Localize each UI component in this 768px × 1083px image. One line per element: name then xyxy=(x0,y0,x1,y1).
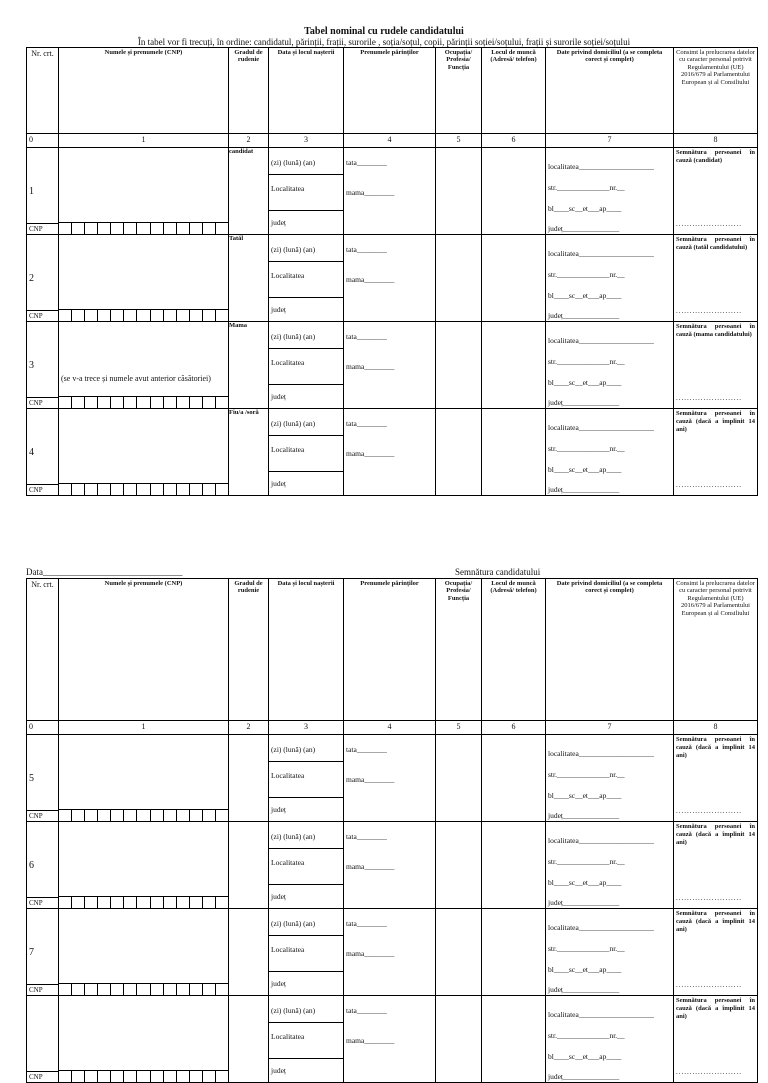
address-county-field[interactable]: județ_______________ xyxy=(548,224,620,233)
cnp-digit-box[interactable] xyxy=(136,397,149,408)
address-block-field[interactable]: bl____sc__et___ap____ xyxy=(548,291,622,300)
address-county-field[interactable]: județ_______________ xyxy=(548,985,620,994)
signature-instruction: Semnătura persoanei în cauză (dacă a împlinit 14 ani) xyxy=(676,823,755,846)
header-consent: Consimt la prelucrarea datelor cu caracter personal potrivit Regulamentului (UE) 2016/679 al Parlamentului European și al Consiliului xyxy=(674,48,758,134)
col-number: 4 xyxy=(344,721,436,735)
cnp-digit-box[interactable] xyxy=(163,984,176,995)
relationship-degree: Tatăl xyxy=(229,235,244,242)
row-number: 2 xyxy=(29,273,34,284)
workplace-field[interactable] xyxy=(482,235,546,322)
cnp-input[interactable] xyxy=(59,396,228,408)
address-street-field[interactable]: str.______________nr.__ xyxy=(548,944,625,953)
address-block-field[interactable]: bl____sc__et___ap____ xyxy=(548,965,622,974)
address-locality-field[interactable]: localitatea____________________ xyxy=(548,1010,654,1019)
cnp-digit-box[interactable] xyxy=(202,810,215,821)
occupation-field[interactable] xyxy=(436,996,482,1083)
cnp-digit-box[interactable] xyxy=(189,397,202,408)
cnp-digit-box[interactable] xyxy=(97,484,110,495)
cnp-input[interactable] xyxy=(59,222,228,234)
address-block-field[interactable]: bl____sc__et___ap____ xyxy=(548,878,622,887)
cnp-digit-box[interactable] xyxy=(84,397,97,408)
header-address: Date privind domiciliul (a se completa corect și complet) xyxy=(546,579,674,721)
occupation-field[interactable] xyxy=(436,235,482,322)
mother-name-field[interactable]: mama________ xyxy=(346,188,395,197)
row-number: 1 xyxy=(29,186,34,197)
address-county-field[interactable]: județ_______________ xyxy=(548,1072,620,1081)
workplace-field[interactable] xyxy=(482,735,546,822)
mother-name-field[interactable]: mama________ xyxy=(346,362,395,371)
cnp-digit-box[interactable] xyxy=(123,310,136,321)
col-number: 0 xyxy=(27,721,59,735)
signature-line[interactable]: ........................ xyxy=(676,481,742,489)
cnp-digit-box[interactable] xyxy=(176,984,189,995)
date-field[interactable]: Data_______________________________ xyxy=(26,567,183,577)
cnp-digit-box[interactable] xyxy=(163,897,176,908)
cnp-input[interactable] xyxy=(59,896,228,908)
birth-county-label: județ xyxy=(271,805,286,814)
cnp-digit-box[interactable] xyxy=(84,1071,97,1082)
birth-date-field[interactable]: (zi) (lună) (an) xyxy=(271,245,316,254)
address-county-field[interactable]: județ_______________ xyxy=(548,398,620,407)
cnp-digit-box[interactable] xyxy=(59,897,71,908)
birth-date-field[interactable]: (zi) (lună) (an) xyxy=(271,158,316,167)
col-number: 6 xyxy=(482,134,546,148)
cnp-digit-box[interactable] xyxy=(84,310,97,321)
cnp-digit-box[interactable] xyxy=(176,310,189,321)
birth-place-label: Localitatea xyxy=(271,271,305,280)
cnp-digit-box[interactable] xyxy=(84,810,97,821)
signature-instruction: Semnătura persoanei în cauză (candidat) xyxy=(676,149,755,164)
cnp-label: CNP xyxy=(27,897,59,908)
cnp-digit-box[interactable] xyxy=(123,484,136,495)
workplace-field[interactable] xyxy=(482,822,546,909)
cnp-digit-box[interactable] xyxy=(123,897,136,908)
col-number: 8 xyxy=(674,134,758,148)
address-street-field[interactable]: str.______________nr.__ xyxy=(548,444,625,453)
cnp-input[interactable] xyxy=(59,809,228,821)
cnp-digit-box[interactable] xyxy=(136,310,149,321)
cnp-digit-box[interactable] xyxy=(123,810,136,821)
signature-line[interactable]: ........................ xyxy=(676,981,742,989)
signature-line[interactable]: ........................ xyxy=(676,807,742,815)
birth-date-field[interactable]: (zi) (lună) (an) xyxy=(271,745,316,754)
address-street-field[interactable]: str.______________nr.__ xyxy=(548,857,625,866)
address-locality-field[interactable]: localitatea____________________ xyxy=(548,749,654,758)
header-parents: Prenumele părinților xyxy=(344,48,436,134)
person-row xyxy=(27,322,758,409)
cnp-digit-box[interactable] xyxy=(71,1071,84,1082)
relationship-degree: Mama xyxy=(229,322,248,329)
occupation-field[interactable] xyxy=(436,409,482,496)
occupation-field[interactable] xyxy=(436,735,482,822)
cnp-digit-box[interactable] xyxy=(136,484,149,495)
cnp-digit-box[interactable] xyxy=(189,897,202,908)
father-name-field[interactable]: tata________ xyxy=(346,332,387,341)
header-birth: Data și locul nașterii xyxy=(269,579,344,721)
father-name-field[interactable]: tata________ xyxy=(346,745,387,754)
cnp-digit-box[interactable] xyxy=(110,310,123,321)
col-number: 5 xyxy=(436,721,482,735)
col-number: 2 xyxy=(229,134,269,148)
col-number: 1 xyxy=(59,134,229,148)
candidate-signature-label: Semnătura candidatului xyxy=(455,567,541,577)
col-number: 4 xyxy=(344,134,436,148)
cnp-digit-box[interactable] xyxy=(110,484,123,495)
cnp-label: CNP xyxy=(27,810,59,821)
birth-place-label: Localitatea xyxy=(271,184,305,193)
birth-place-label: Localitatea xyxy=(271,445,305,454)
cnp-digit-box[interactable] xyxy=(59,984,71,995)
workplace-field[interactable] xyxy=(482,322,546,409)
cnp-digit-box[interactable] xyxy=(136,1071,149,1082)
cnp-input[interactable] xyxy=(59,309,228,321)
cnp-digit-box[interactable] xyxy=(123,397,136,408)
relatives-table-2 xyxy=(26,578,758,1083)
mother-name-field[interactable]: mama________ xyxy=(346,775,395,784)
header-nr: Nr. crt. xyxy=(27,48,59,134)
relationship-degree: Fiu/a /soră xyxy=(229,409,259,416)
address-locality-field[interactable]: localitatea____________________ xyxy=(548,423,654,432)
row-number: 6 xyxy=(29,860,34,871)
cnp-digit-box[interactable] xyxy=(71,484,84,495)
col-number: 6 xyxy=(482,721,546,735)
cnp-digit-box[interactable] xyxy=(71,310,84,321)
cnp-digit-box[interactable] xyxy=(202,484,215,495)
cnp-digit-box[interactable] xyxy=(110,397,123,408)
father-name-field[interactable]: tata________ xyxy=(346,1006,387,1015)
workplace-field[interactable] xyxy=(482,909,546,996)
cnp-digit-box[interactable] xyxy=(123,1071,136,1082)
header-consent: Consimt la prelucrarea datelor cu caracter personal potrivit Regulamentului (UE) 2016/679 al Parlamentului European și al Consiliului xyxy=(674,579,758,721)
col-number: 3 xyxy=(269,721,344,735)
address-county-field[interactable]: județ_______________ xyxy=(548,485,620,494)
cnp-digit-box[interactable] xyxy=(150,1071,163,1082)
cnp-digit-box[interactable] xyxy=(189,984,202,995)
signature-instruction: Semnătura persoanei în cauză (dacă a împlinit 14 ani) xyxy=(676,410,755,433)
signature-line[interactable]: ........................ xyxy=(676,220,742,228)
birth-place-label: Localitatea xyxy=(271,858,305,867)
person-row xyxy=(27,235,758,322)
address-block-field[interactable]: bl____sc__et___ap____ xyxy=(548,1052,622,1061)
header-occupation: Ocupația/ Profesia/ Funcția xyxy=(436,48,482,134)
cnp-digit-box[interactable] xyxy=(59,397,71,408)
cnp-digit-box[interactable] xyxy=(59,310,71,321)
cnp-digit-box[interactable] xyxy=(150,897,163,908)
col-number: 5 xyxy=(436,134,482,148)
col-number: 2 xyxy=(229,721,269,735)
cnp-digit-box[interactable] xyxy=(215,223,228,234)
signature-line[interactable]: ........................ xyxy=(676,894,742,902)
cnp-digit-box[interactable] xyxy=(97,223,110,234)
cnp-digit-box[interactable] xyxy=(84,484,97,495)
signature-instruction: Semnătura persoanei în cauză (tatăl candidatului) xyxy=(676,236,755,251)
cnp-digit-box[interactable] xyxy=(71,810,84,821)
cnp-digit-box[interactable] xyxy=(176,810,189,821)
cnp-digit-box[interactable] xyxy=(215,397,228,408)
address-locality-field[interactable]: localitatea____________________ xyxy=(548,923,654,932)
cnp-input[interactable] xyxy=(59,983,228,995)
cnp-digit-box[interactable] xyxy=(136,897,149,908)
cnp-label: CNP xyxy=(27,223,59,234)
address-block-field[interactable]: bl____sc__et___ap____ xyxy=(548,204,622,213)
cnp-digit-box[interactable] xyxy=(97,810,110,821)
birth-date-field[interactable]: (zi) (lună) (an) xyxy=(271,419,316,428)
cnp-digit-box[interactable] xyxy=(71,897,84,908)
occupation-field[interactable] xyxy=(436,909,482,996)
cnp-digit-box[interactable] xyxy=(97,984,110,995)
birth-place-label: Localitatea xyxy=(271,945,305,954)
header-degree: Gradul de rudenie xyxy=(229,579,269,721)
address-street-field[interactable]: str.______________nr.__ xyxy=(548,770,625,779)
col-number: 0 xyxy=(27,134,59,148)
col-number: 3 xyxy=(269,134,344,148)
header-name: Numele și prenumele (CNP) xyxy=(59,579,229,721)
row-number: 5 xyxy=(29,773,34,784)
cnp-digit-box[interactable] xyxy=(97,1071,110,1082)
cnp-digit-box[interactable] xyxy=(189,1071,202,1082)
row-number: 7 xyxy=(29,947,34,958)
cnp-digit-box[interactable] xyxy=(150,984,163,995)
person-row xyxy=(27,409,758,496)
cnp-digit-box[interactable] xyxy=(123,223,136,234)
cnp-digit-box[interactable] xyxy=(163,810,176,821)
cnp-digit-box[interactable] xyxy=(110,223,123,234)
cnp-digit-box[interactable] xyxy=(150,223,163,234)
cnp-digit-box[interactable] xyxy=(163,310,176,321)
header-address: Date privind domiciliul (a se completa corect și complet) xyxy=(546,48,674,134)
signature-instruction: Semnătura persoanei în cauză (dacă a împlinit 14 ani) xyxy=(676,910,755,933)
cnp-digit-box[interactable] xyxy=(163,223,176,234)
signature-line[interactable]: ........................ xyxy=(676,394,742,402)
document-title: Tabel nominal cu rudele candidatului xyxy=(304,26,464,37)
father-name-field[interactable]: tata________ xyxy=(346,919,387,928)
address-locality-field[interactable]: localitatea____________________ xyxy=(548,336,654,345)
address-street-field[interactable]: str.______________nr.__ xyxy=(548,183,625,192)
occupation-field[interactable] xyxy=(436,322,482,409)
cnp-digit-box[interactable] xyxy=(59,223,71,234)
cnp-input[interactable] xyxy=(59,1070,228,1082)
birth-county-label: județ xyxy=(271,392,286,401)
document-subtitle: În tabel vor fi trecuți, în ordine: candidatul, părinții, frații, surorile , soția/soțul, copii, părinții soției/soțului, frații și surorile soției/soțului xyxy=(137,37,631,47)
cnp-digit-box[interactable] xyxy=(163,397,176,408)
workplace-field[interactable] xyxy=(482,996,546,1083)
person-row xyxy=(27,148,758,235)
cnp-digit-box[interactable] xyxy=(163,1071,176,1082)
col-number: 1 xyxy=(59,721,229,735)
address-county-field[interactable]: județ_______________ xyxy=(548,811,620,820)
occupation-field[interactable] xyxy=(436,822,482,909)
cnp-digit-box[interactable] xyxy=(202,984,215,995)
occupation-field[interactable] xyxy=(436,148,482,235)
address-street-field[interactable]: str.______________nr.__ xyxy=(548,1031,625,1040)
birth-county-label: județ xyxy=(271,479,286,488)
address-block-field[interactable]: bl____sc__et___ap____ xyxy=(548,791,622,800)
cnp-digit-box[interactable] xyxy=(176,1071,189,1082)
address-street-field[interactable]: str.______________nr.__ xyxy=(548,357,625,366)
cnp-digit-box[interactable] xyxy=(202,310,215,321)
mother-name-field[interactable]: mama________ xyxy=(346,862,395,871)
mother-name-field[interactable]: mama________ xyxy=(346,949,395,958)
cnp-digit-box[interactable] xyxy=(136,984,149,995)
birth-date-field[interactable]: (zi) (lună) (an) xyxy=(271,832,316,841)
cnp-digit-box[interactable] xyxy=(189,810,202,821)
cnp-digit-box[interactable] xyxy=(215,484,228,495)
cnp-digit-box[interactable] xyxy=(176,897,189,908)
cnp-digit-box[interactable] xyxy=(97,897,110,908)
address-locality-field[interactable]: localitatea____________________ xyxy=(548,162,654,171)
relatives-table-1 xyxy=(26,47,758,496)
birth-place-label: Localitatea xyxy=(271,358,305,367)
birth-date-field[interactable]: (zi) (lună) (an) xyxy=(271,1006,316,1015)
cnp-digit-box[interactable] xyxy=(71,397,84,408)
cnp-digit-box[interactable] xyxy=(59,1071,71,1082)
cnp-digit-box[interactable] xyxy=(97,397,110,408)
cnp-digit-box[interactable] xyxy=(215,897,228,908)
signature-line[interactable]: ........................ xyxy=(676,307,742,315)
signature-instruction: Semnătura persoanei în cauză (mama candidatului) xyxy=(676,323,755,338)
cnp-digit-box[interactable] xyxy=(110,1071,123,1082)
cnp-digit-box[interactable] xyxy=(215,310,228,321)
header-occupation: Ocupația/ Profesia/ Funcția xyxy=(436,579,482,721)
cnp-digit-box[interactable] xyxy=(59,484,71,495)
birth-county-label: județ xyxy=(271,979,286,988)
address-county-field[interactable]: județ_______________ xyxy=(548,311,620,320)
workplace-field[interactable] xyxy=(482,409,546,496)
cnp-digit-box[interactable] xyxy=(110,897,123,908)
address-block-field[interactable]: bl____sc__et___ap____ xyxy=(548,465,622,474)
workplace-field[interactable] xyxy=(482,148,546,235)
birth-county-label: județ xyxy=(271,892,286,901)
cnp-digit-box[interactable] xyxy=(150,810,163,821)
row-number: 4 xyxy=(29,447,34,458)
cnp-digit-box[interactable] xyxy=(189,310,202,321)
birth-county-label: județ xyxy=(271,1066,286,1075)
father-name-field[interactable]: tata________ xyxy=(346,158,387,167)
person-row xyxy=(27,909,758,996)
cnp-digit-box[interactable] xyxy=(136,223,149,234)
birth-place-label: Localitatea xyxy=(271,771,305,780)
col-number: 7 xyxy=(546,134,674,148)
birth-county-label: județ xyxy=(271,218,286,227)
cnp-digit-box[interactable] xyxy=(71,984,84,995)
cnp-digit-box[interactable] xyxy=(136,810,149,821)
cnp-digit-box[interactable] xyxy=(150,310,163,321)
cnp-digit-box[interactable] xyxy=(84,223,97,234)
cnp-label: CNP xyxy=(27,984,59,995)
cnp-digit-box[interactable] xyxy=(189,223,202,234)
address-street-field[interactable]: str.______________nr.__ xyxy=(548,270,625,279)
birth-place-label: Localitatea xyxy=(271,1032,305,1041)
cnp-digit-box[interactable] xyxy=(59,810,71,821)
birth-date-field[interactable]: (zi) (lună) (an) xyxy=(271,332,316,341)
address-county-field[interactable]: județ_______________ xyxy=(548,898,620,907)
father-name-field[interactable]: tata________ xyxy=(346,832,387,841)
header-degree: Gradul de rudenie xyxy=(229,48,269,134)
address-locality-field[interactable]: localitatea____________________ xyxy=(548,249,654,258)
cnp-digit-box[interactable] xyxy=(202,397,215,408)
cnp-digit-box[interactable] xyxy=(123,984,136,995)
signature-instruction: Semnătura persoanei în cauză (dacă a împlinit 14 ani) xyxy=(676,736,755,759)
cnp-label: CNP xyxy=(27,1071,59,1082)
cnp-digit-box[interactable] xyxy=(84,897,97,908)
cnp-digit-box[interactable] xyxy=(215,1071,228,1082)
cnp-digit-box[interactable] xyxy=(110,984,123,995)
father-name-field[interactable]: tata________ xyxy=(346,419,387,428)
row-number: 3 xyxy=(29,360,34,371)
cnp-digit-box[interactable] xyxy=(84,984,97,995)
relationship-degree: candidat xyxy=(229,148,254,155)
birth-county-label: județ xyxy=(271,305,286,314)
signature-line[interactable]: ........................ xyxy=(676,1068,742,1076)
mother-name-field[interactable]: mama________ xyxy=(346,275,395,284)
cnp-digit-box[interactable] xyxy=(110,810,123,821)
signature-instruction: Semnătura persoanei în cauză (dacă a împlinit 14 ani) xyxy=(676,997,755,1020)
address-locality-field[interactable]: localitatea____________________ xyxy=(548,836,654,845)
person-row xyxy=(27,996,758,1083)
cnp-label: CNP xyxy=(27,484,59,495)
cnp-digit-box[interactable] xyxy=(97,310,110,321)
header-parents: Prenumele părinților xyxy=(344,579,436,721)
birth-date-field[interactable]: (zi) (lună) (an) xyxy=(271,919,316,928)
cnp-digit-box[interactable] xyxy=(150,397,163,408)
header-nr: Nr. crt. xyxy=(27,579,59,721)
cnp-digit-box[interactable] xyxy=(176,223,189,234)
cnp-label: CNP xyxy=(27,397,59,408)
cnp-digit-box[interactable] xyxy=(176,397,189,408)
cnp-digit-box[interactable] xyxy=(202,897,215,908)
cnp-digit-box[interactable] xyxy=(202,1071,215,1082)
address-block-field[interactable]: bl____sc__et___ap____ xyxy=(548,378,622,387)
cnp-digit-box[interactable] xyxy=(202,223,215,234)
col-number: 8 xyxy=(674,721,758,735)
maiden-name-note: (se v-a trece și numele avut anterior căsătoriei) xyxy=(61,374,211,383)
cnp-digit-box[interactable] xyxy=(189,484,202,495)
cnp-digit-box[interactable] xyxy=(215,810,228,821)
header-workplace: Locul de muncă (Adresă/ telefon) xyxy=(482,48,546,134)
header-name: Numele și prenumele (CNP) xyxy=(59,48,229,134)
cnp-digit-box[interactable] xyxy=(215,984,228,995)
person-row xyxy=(27,735,758,822)
cnp-digit-box[interactable] xyxy=(163,484,176,495)
cnp-input[interactable] xyxy=(59,483,228,495)
person-row xyxy=(27,822,758,909)
cnp-label: CNP xyxy=(27,310,59,321)
col-number: 7 xyxy=(546,721,674,735)
mother-name-field[interactable]: mama________ xyxy=(346,1036,395,1045)
cnp-digit-box[interactable] xyxy=(150,484,163,495)
father-name-field[interactable]: tata________ xyxy=(346,245,387,254)
header-workplace: Locul de muncă (Adresă/ telefon) xyxy=(482,579,546,721)
cnp-digit-box[interactable] xyxy=(176,484,189,495)
cnp-digit-box[interactable] xyxy=(71,223,84,234)
header-birth: Data și locul nașterii xyxy=(269,48,344,134)
mother-name-field[interactable]: mama________ xyxy=(346,449,395,458)
